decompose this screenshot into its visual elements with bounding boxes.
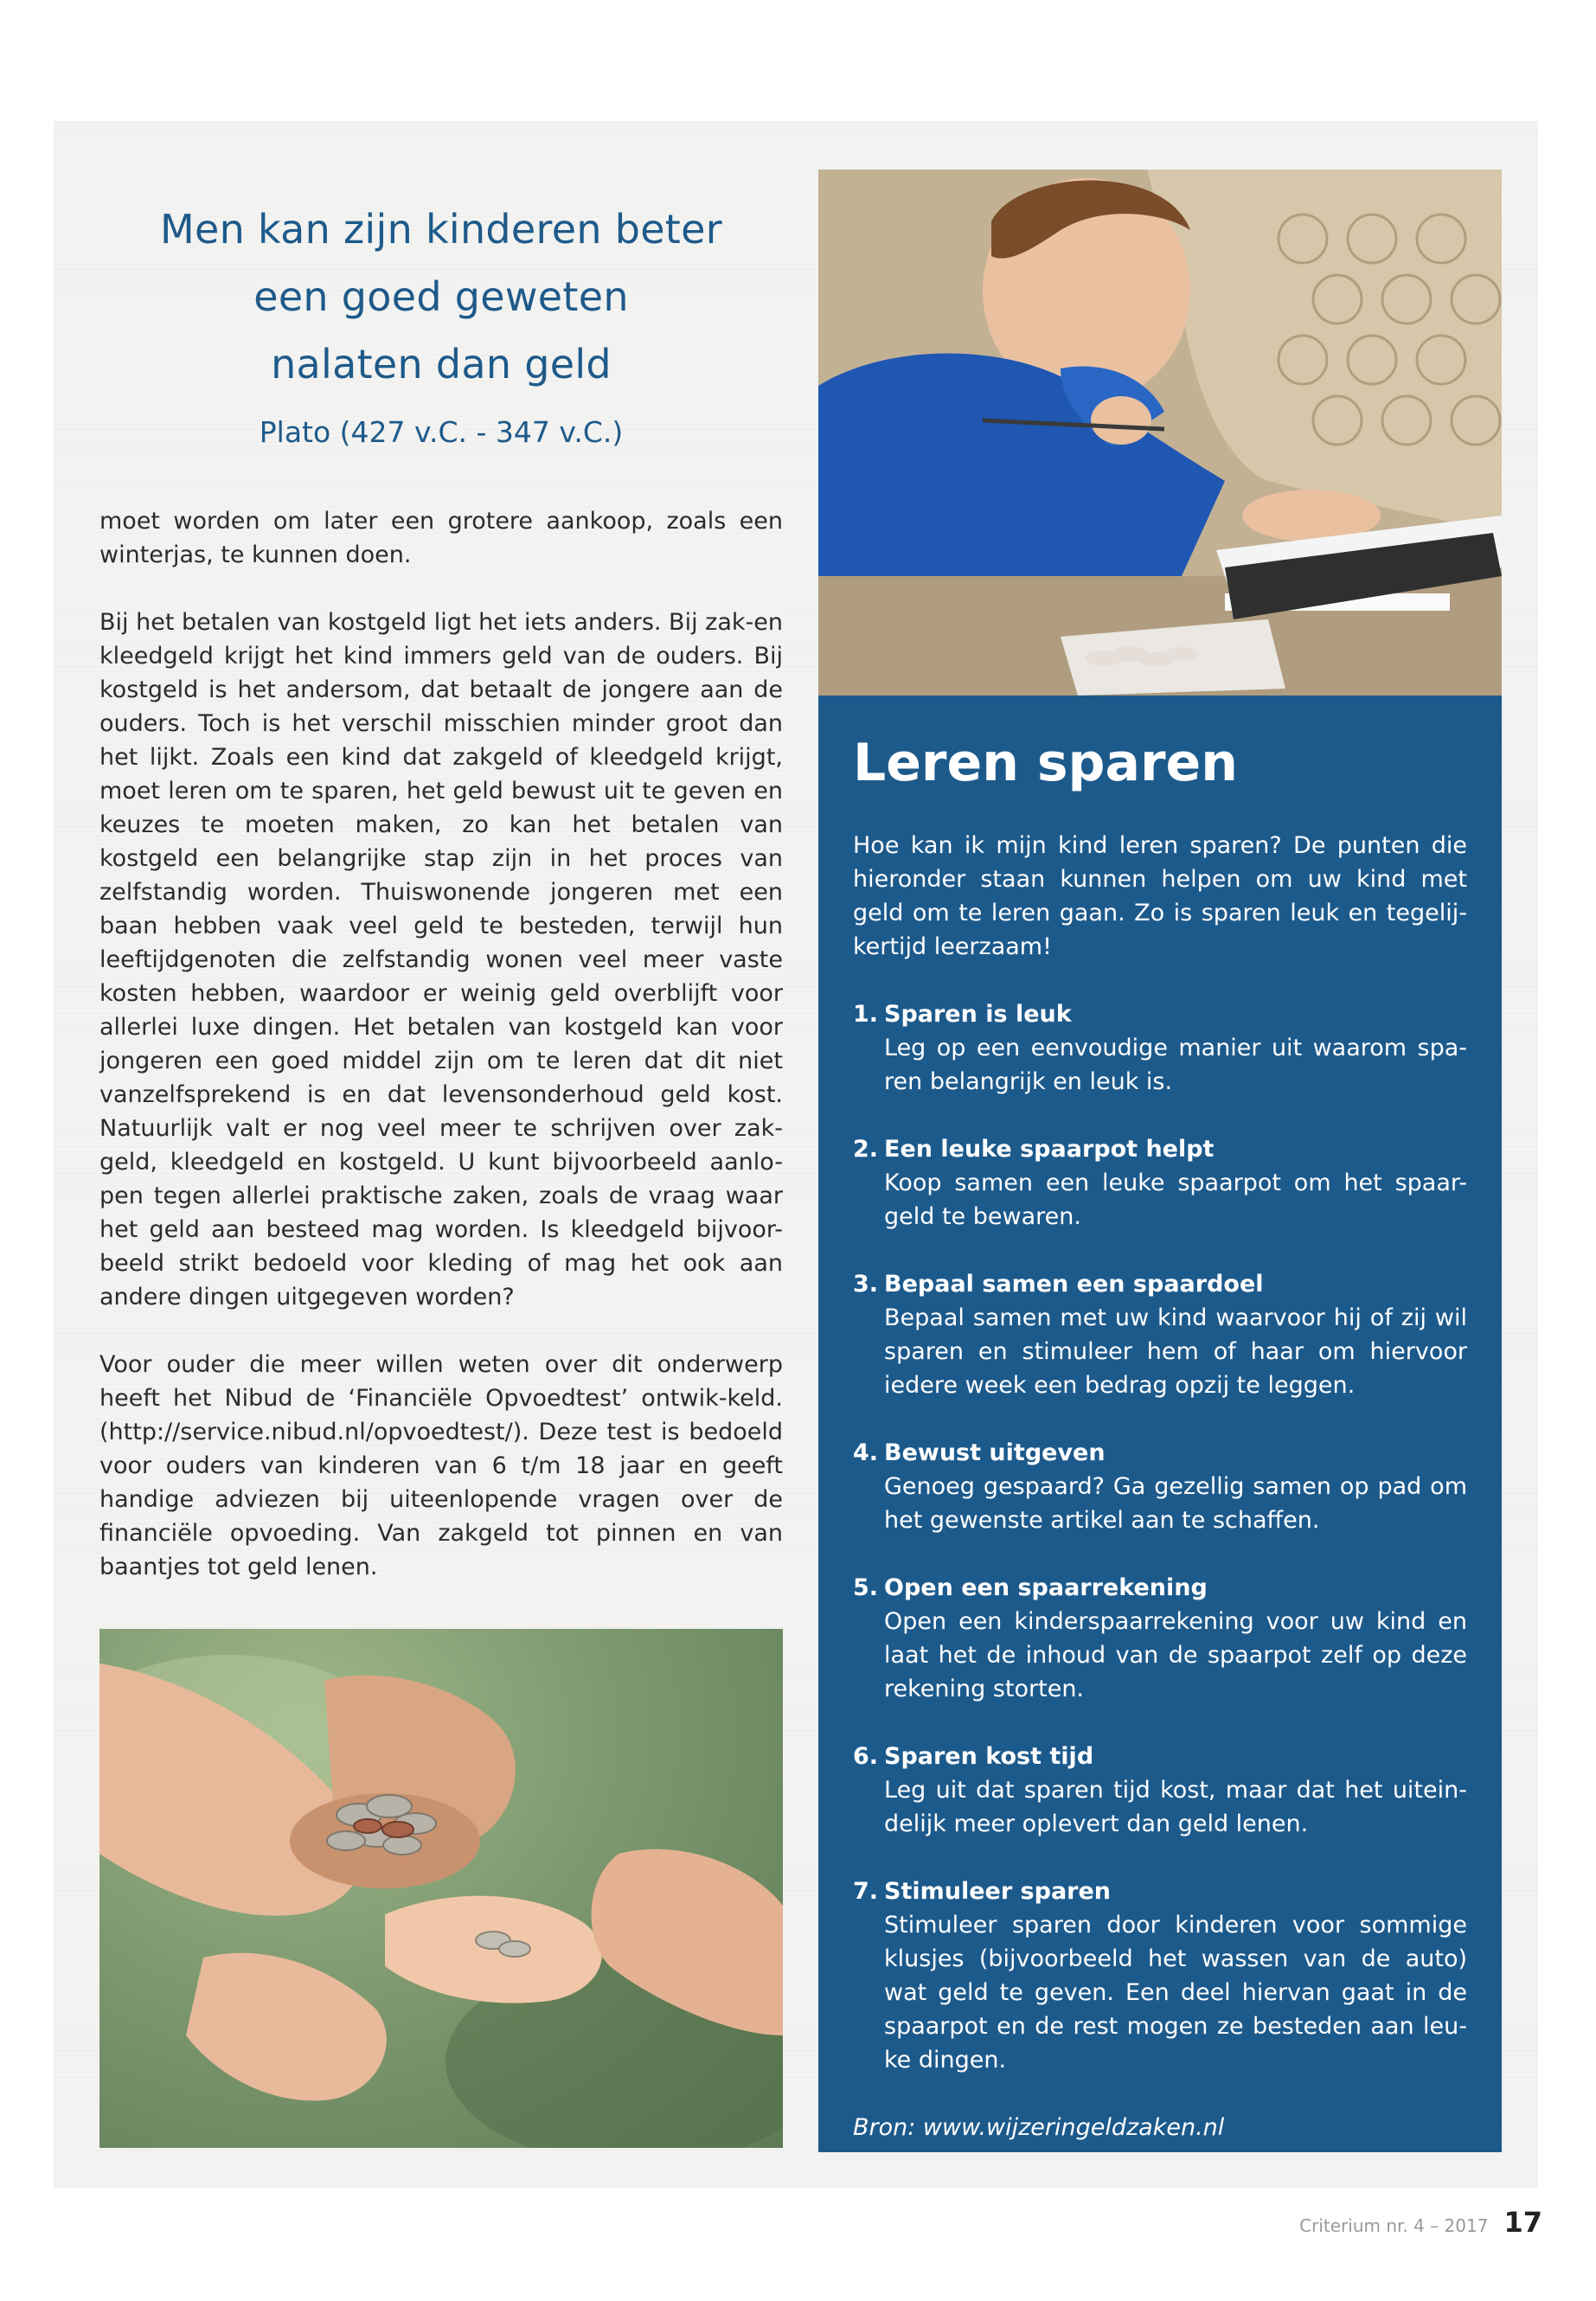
quote-text	[99, 195, 783, 398]
panel-intro: Hoe kan ik mijn kind leren sparen? De punten die hieronder staan kunnen helpen om uw kind met geld om te leren gaan. Zo is sparen leuk en tegelij-kertijd leerzaam!	[853, 832, 1467, 960]
tip-item	[853, 1436, 1467, 1537]
tip-item	[853, 1132, 1467, 1234]
tip-number: 5.	[853, 1574, 879, 1601]
tips-panel	[818, 695, 1502, 2152]
body-paragraph: Bij het betalen van kostgeld ligt het iets anders. Bij zak-en kleedgeld krijgt het kind immers geld van de ouders. Bij kostgeld is het andersom, dat betaalt de jongere aan de ouders. Toch is het verschil misschien minder groot dan het lijkt. Zoals een kind dat zakgeld of kleedgeld krijgt, moet leren om te sparen, het geld bewust uit te geven en keuzes te moeten maken, zo kan het betalen van kostgeld een belangrijke stap zijn in het proces van zelfstandig worden. Thuiswonende jongeren met een baan hebben vaak veel geld te besteden, terwijl hun leeftijdgenoten die zelfstandig wonen veel meer vaste kosten hebben, waardoor er weinig geld overblijft voor allerlei luxe dingen. Het betalen van kostgeld kan voor jongeren een goed middel zijn om te leren dat dit niet vanzelfsprekend is en dat levensonderhoud geld kost. Natuurlijk valt er nog veel meer te schrijven over zak-geld, kleedgeld en kostgeld. U kunt bijvoorbeeld aanlo-pen tegen allerlei praktische zaken, zoals de vraag waar het geld aan besteed mag worden. Is kleedgeld bijvoor-beeld strikt bedoeld voor kleding of mag het ook aan andere dingen uitgegeven worden?	[99, 609, 783, 1311]
tip-body	[884, 1571, 1467, 1706]
tip-item	[853, 1267, 1467, 1402]
quote-author: Plato (427 v.C. - 347 v.C.)	[259, 415, 624, 449]
tip-body	[884, 1132, 1467, 1234]
quote-line: Men kan zijn kinderen beter	[160, 206, 722, 253]
tip-item	[853, 1740, 1467, 1841]
tip-body	[884, 997, 1467, 1099]
source-credit: Bron: www.wijzeringeldzaken.nl	[853, 2114, 1225, 2141]
photo-boy-calculator	[818, 170, 1502, 695]
tip-text: Genoeg gespaard? Ga gezellig samen op pad om het gewenste artikel aan te schaffen.	[884, 1473, 1467, 1534]
tip-number: 3.	[853, 1271, 879, 1298]
tip-body	[884, 1436, 1467, 1537]
page-footer	[1299, 2206, 1542, 2239]
tip-title: Bewust uitgeven	[884, 1439, 1106, 1466]
tip-item	[853, 1571, 1467, 1706]
tip-title: Open een spaarrekening	[884, 1574, 1208, 1601]
tip-number: 2.	[853, 1136, 879, 1163]
tip-text: Leg uit dat sparen tijd kost, maar dat het uitein-delijk meer oplevert dan geld lenen.	[884, 1777, 1467, 1837]
tip-text: Bepaal samen met uw kind waarvoor hij of zij wil sparen en stimuleer hem of haar om hiervoor iedere week een bedrag opzij te leggen.	[884, 1304, 1467, 1399]
quote-line: een goed geweten	[253, 273, 629, 320]
tip-body	[884, 1740, 1467, 1841]
boy-calculator-illustration	[818, 170, 1502, 695]
tip-body	[884, 1875, 1467, 2077]
tip-text: Open een kinderspaarrekening voor uw kind en laat het de inhoud van de spaarpot zelf op deze rekening storten.	[884, 1608, 1467, 1702]
article-body	[99, 504, 783, 1584]
pull-quote	[99, 195, 783, 449]
tip-item	[853, 997, 1467, 1099]
page-number: 17	[1503, 2206, 1542, 2239]
tip-text: Stimuleer sparen door kinderen voor sommige klusjes (bijvoorbeeld het wassen van de auto) wat geld te geven. Een deel hiervan gaat in de spaarpot en de rest mogen ze besteden aan leu-ke dingen.	[884, 1912, 1467, 2073]
tip-title: Sparen kost tijd	[884, 1743, 1094, 1770]
body-paragraph: Voor ouder die meer willen weten over dit onderwerp heeft het Nibud de ‘Financiële Opvoedtest’ ontwik-keld. (http://service.nibud.nl/opvoedtest/). Deze test is bedoeld voor ouders van kinderen van 6 t/m 18 jaar en geeft handige adviezen bij uiteenlopende vragen over de financiële opvoeding. Van zakgeld tot pinnen en van baantjes tot geld lenen.	[99, 1351, 783, 1580]
tip-title: Stimuleer sparen	[884, 1878, 1112, 1905]
quote-line: nalaten dan geld	[271, 341, 612, 388]
tip-number: 1.	[853, 1001, 879, 1028]
tip-number: 4.	[853, 1439, 879, 1466]
tip-body	[884, 1267, 1467, 1402]
magazine-issue: Criterium nr. 4 – 2017	[1299, 2215, 1489, 2236]
tip-title: Bepaal samen een spaardoel	[884, 1271, 1264, 1298]
hands-coins-illustration	[99, 1629, 783, 2148]
left-column	[99, 164, 783, 1618]
panel-title: Leren sparen	[853, 733, 1238, 793]
tip-number: 7.	[853, 1878, 879, 1905]
tips-list	[853, 997, 1467, 2077]
tip-number: 6.	[853, 1743, 879, 1770]
tip-item	[853, 1875, 1467, 2077]
photo-hands-coins	[99, 1629, 783, 2148]
tip-text: Koop samen een leuke spaarpot om het spaar-geld te bewaren.	[884, 1170, 1467, 1230]
body-paragraph: moet worden om later een grotere aankoop, zoals een winterjas, te kunnen doen.	[99, 508, 783, 568]
tip-title: Sparen is leuk	[884, 1001, 1072, 1028]
tip-text: Leg op een eenvoudige manier uit waarom spa-ren belangrijk en leuk is.	[884, 1035, 1467, 1095]
tip-title: Een leuke spaarpot helpt	[884, 1136, 1215, 1163]
